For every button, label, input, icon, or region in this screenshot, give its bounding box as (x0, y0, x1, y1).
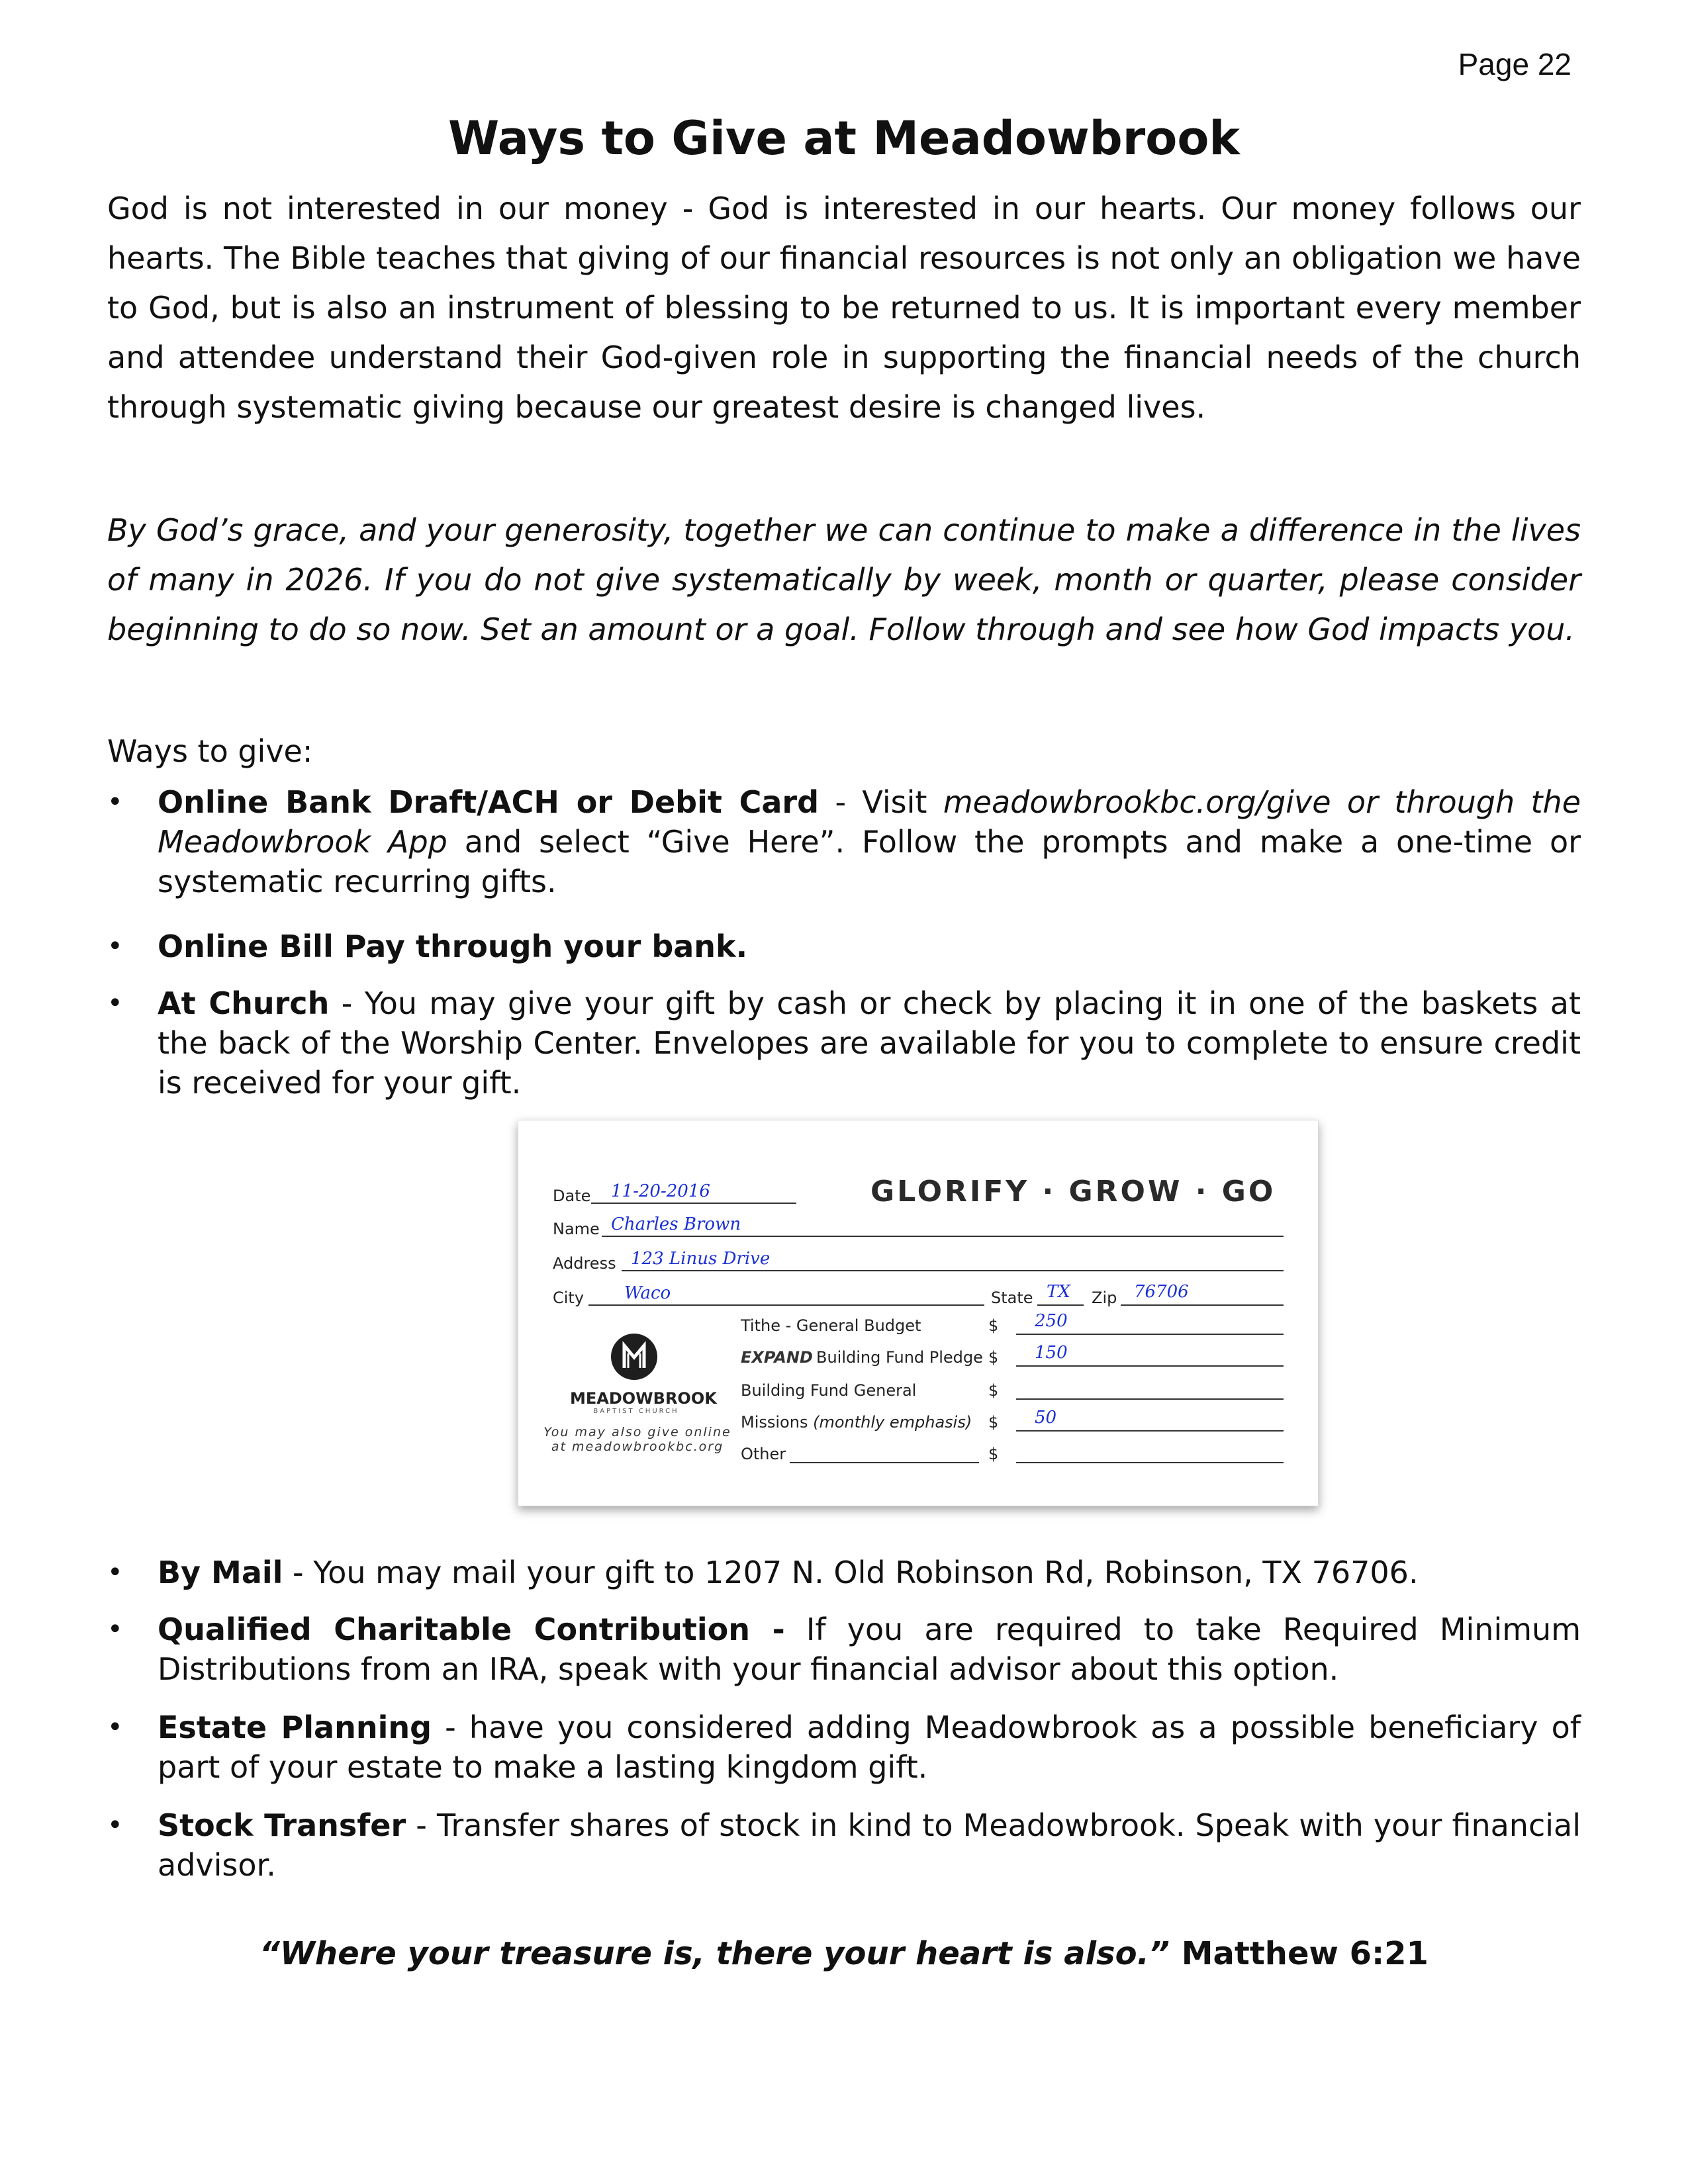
list-item-estate (107, 1707, 1581, 1787)
expand-logo: EXPAND (741, 1348, 813, 1367)
page-number: Page 22 (1458, 47, 1571, 81)
missions-text: Missions (741, 1413, 808, 1432)
item-title: Online Bill Pay through your bank. (158, 929, 748, 964)
online-note: You may also give online at meadowbrookbc.org (543, 1425, 731, 1454)
tithe-value: 250 (1035, 1311, 1068, 1331)
city-value: Waco (624, 1283, 671, 1303)
zip-value: 76706 (1134, 1282, 1189, 1302)
pledge-label: Building Fund Pledge (816, 1348, 983, 1367)
state-label: State (991, 1289, 1033, 1307)
address-label: Address (553, 1254, 616, 1273)
dollar-sign: $ (988, 1381, 999, 1400)
quote-text: “Where your treasure is, there your heart is also.” (259, 1935, 1170, 1972)
list-item-by-mail (107, 1553, 1581, 1592)
missions-label (741, 1413, 972, 1432)
city-line (588, 1304, 984, 1306)
zip-line (1121, 1304, 1284, 1306)
logo-name: MEADOWBROOK (570, 1389, 717, 1408)
bullet: • (107, 1712, 123, 1743)
date-line (591, 1203, 796, 1204)
tithe-label: Tithe - General Budget (741, 1316, 921, 1335)
scripture-quote (0, 1935, 1688, 1972)
address-line (622, 1270, 1284, 1271)
item-title: Stock Transfer (158, 1807, 406, 1843)
zip-label: Zip (1092, 1289, 1117, 1307)
bullet: • (107, 988, 123, 1019)
item-title: At Church (158, 985, 330, 1021)
pledge-value: 150 (1035, 1343, 1068, 1363)
list-item-qcd (107, 1610, 1581, 1689)
item-text: If you are required to take Required Minimum Distributions from an IRA, speak with your financial advisor about this option. (158, 1612, 1581, 1687)
state-value: TX (1047, 1282, 1070, 1302)
bullet: • (107, 787, 123, 817)
date-label: Date (553, 1187, 591, 1205)
dollar-sign: $ (988, 1316, 999, 1335)
envelope-slogan: GLORIFY · GROW · GO (870, 1175, 1276, 1208)
city-label: City (553, 1289, 585, 1307)
pledge-line (1016, 1365, 1284, 1367)
list-item-bill-pay (107, 927, 1581, 966)
offering-envelope-sample (518, 1120, 1319, 1506)
state-line (1037, 1304, 1084, 1306)
item-title: Estate Planning (158, 1709, 432, 1745)
other-label: Other (741, 1445, 786, 1463)
item-text: - Transfer shares of stock in kind to Meadowbrook. Speak with your financial advisor. (158, 1807, 1581, 1883)
dollar-sign: $ (988, 1413, 999, 1432)
italic-paragraph: By God’s grace, and your generosity, together we can continue to make a difference in the lives of many in 2026. If you do not give systematically by week, month or quarter, please consider beginning to do so now. Set an amount or a goal. Follow through and see how God impacts you. (107, 512, 1581, 647)
bullet: • (107, 1614, 123, 1645)
item-title: Online Bank Draft/ACH or Debit Card (158, 784, 820, 820)
dollar-sign: $ (988, 1445, 999, 1463)
item-text: - You may give your gift by cash or check by placing it in one of the baskets at the back of the Worship Center. Envelopes are available for you to complete to ensure credit is received for your gift. (158, 985, 1581, 1101)
page-title: Ways to Give at Meadowbrook (448, 111, 1240, 165)
bf-general-label: Building Fund General (741, 1381, 917, 1400)
name-value: Charles Brown (611, 1214, 741, 1234)
quote-reference: Matthew 6:21 (1181, 1935, 1429, 1972)
item-text: - have you considered adding Meadowbrook as a possible beneficiary of part of your estate to make a lasting kingdom gift. (158, 1709, 1581, 1785)
list-item-online-bank (107, 782, 1581, 901)
name-label: Name (553, 1220, 600, 1238)
item-text: and select “Give Here”. Follow the prompts and make a one-time or systematic recurring gifts. (158, 824, 1581, 899)
ways-heading: Ways to give: (107, 733, 313, 769)
address-value: 123 Linus Drive (631, 1249, 771, 1269)
item-text: - You may mail your gift to 1207 N. Old Robinson Rd, Robinson, TX 76706. (283, 1555, 1419, 1590)
bullet: • (107, 1810, 123, 1841)
other-line (790, 1462, 979, 1463)
missions-line (1016, 1430, 1284, 1432)
bf-general-line (1016, 1398, 1284, 1400)
bullet: • (107, 1557, 123, 1588)
item-text: - Visit (819, 784, 943, 820)
item-title: Qualified Charitable Contribution - (158, 1612, 785, 1647)
dollar-sign: $ (988, 1348, 999, 1367)
giving-link[interactable]: meadowbrookbc.org/give or through the Meadowbrook App (158, 784, 1581, 860)
tithe-line (1016, 1334, 1284, 1335)
logo-subtitle: BAPTIST CHURCH (593, 1408, 679, 1415)
name-line (602, 1236, 1284, 1237)
other-amount-line (1016, 1462, 1284, 1463)
church-logo-icon (611, 1334, 657, 1380)
item-title: By Mail (158, 1555, 283, 1590)
missions-value: 50 (1035, 1408, 1057, 1428)
date-value: 11-20-2016 (611, 1181, 710, 1201)
list-item-stock (107, 1805, 1581, 1885)
bullet: • (107, 931, 123, 962)
list-item-at-church (107, 983, 1581, 1103)
missions-emphasis: (monthly emphasis) (813, 1413, 972, 1432)
intro-paragraph: God is not interested in our money - God is interested in our hearts. Our money follows our hearts. The Bible teaches that giving of our financial resources is not only an obligation we have to God, but is also an instrument of blessing to be returned to us. It is important every member and attendee understand their God-given role in supporting the financial needs of the church through systematic giving because our greatest desire is changed lives. (107, 191, 1581, 425)
